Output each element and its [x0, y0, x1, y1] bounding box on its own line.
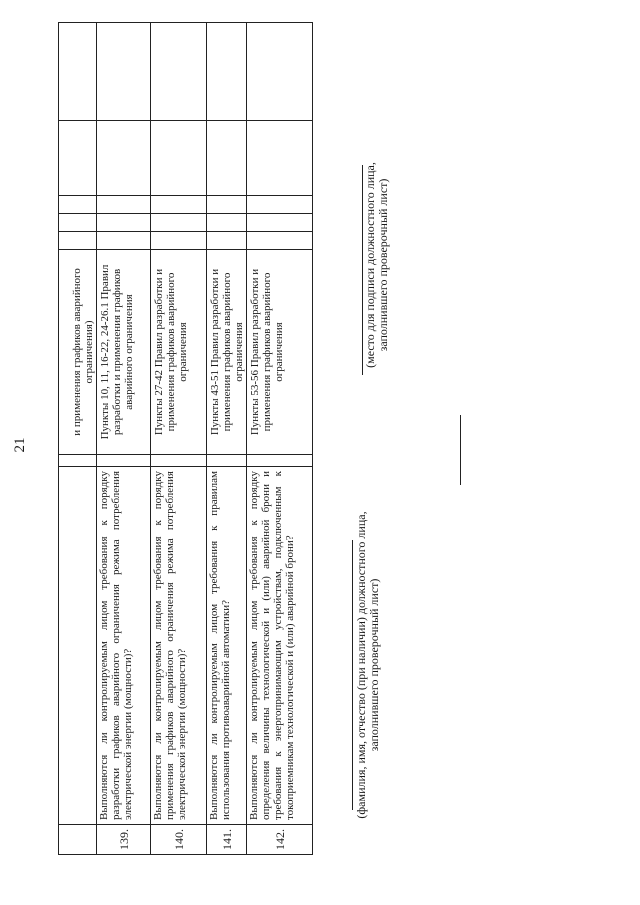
row-question: Выполняются ли контролируемым лицом требования к порядку применения графиков аварийного ограничения режима потребления электрической энергии (мощности)?	[151, 467, 207, 825]
row-question: Выполняются ли контролируемым лицом требования к правилам использования противоаварийной автоматики?	[207, 467, 247, 825]
row-question: Выполняются ли контролируемым лицом требования к порядку разработки графиков аварийного ограничения режима потребления электрической энергии (мощности)?	[97, 467, 151, 825]
row-reference: Пункты 43-51 Правил разработки и применения графиков аварийного ограничения	[207, 250, 247, 455]
row-question: Выполняются ли контролируемым лицом требования к порядку определения величины технологической и (или) аварийной брони и требования к энергопринимающим устройствам, подключенным к токоприемникам технологической и (или) аварийной брони?	[247, 467, 313, 825]
row-reference: Пункты 53-56 Правил разработки и применения графиков аварийного ограничения	[247, 250, 313, 455]
middle-signature-line	[460, 415, 461, 485]
row-reference: Пункты 10, 11, 16-22, 24-26.1 Правил разработки и применения графиков аварийного ограничения	[97, 250, 151, 455]
row-number: 142.	[247, 825, 313, 855]
row-number: 140.	[151, 825, 207, 855]
name-signature-line	[352, 540, 353, 810]
row-number: 141.	[207, 825, 247, 855]
cell-reference: и применения графиков аварийного ограничения)	[59, 250, 97, 455]
name-caption: (фамилия, имя, отчество (при наличии) должностного лица, заполнившего проверочный лист)	[354, 511, 381, 819]
signature-caption: (место для подписи должностного лица, заполнившего проверочный лист)	[363, 162, 390, 368]
row-reference: Пункты 27-42 Правил разработки и применения графиков аварийного ограничения	[151, 250, 207, 455]
page-number: 21	[12, 437, 28, 453]
row-number: 139.	[97, 825, 151, 855]
